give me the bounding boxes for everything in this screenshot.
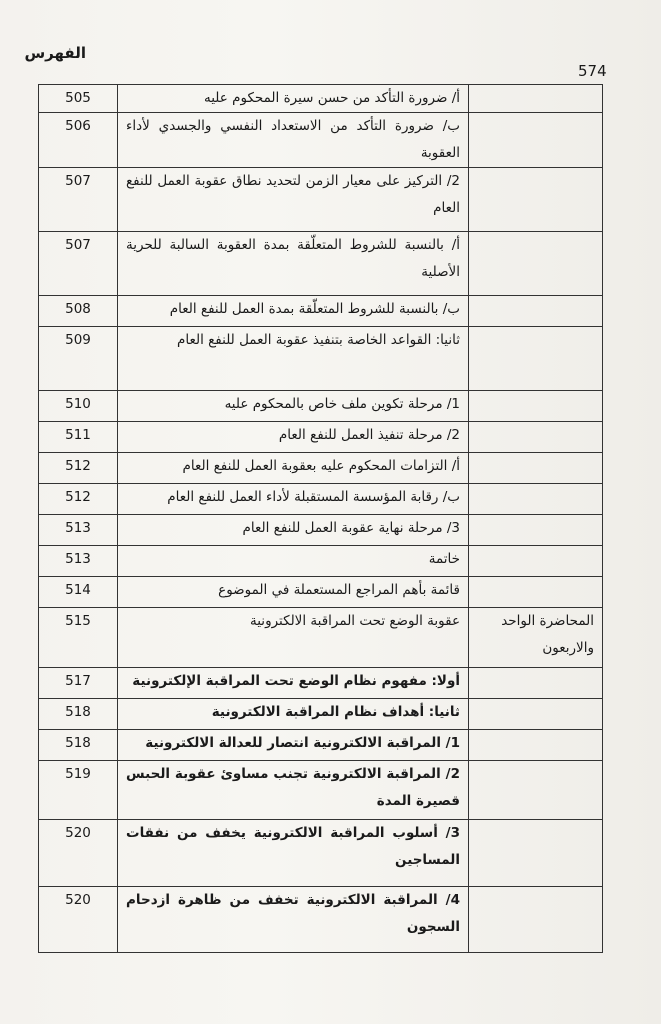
page-cell: 520 xyxy=(39,820,118,887)
table-row xyxy=(39,327,603,391)
page-cell: 510 xyxy=(39,391,118,422)
table-row xyxy=(39,484,603,515)
page-cell: 518 xyxy=(39,699,118,730)
page-cell: 512 xyxy=(39,453,118,484)
section-cell xyxy=(469,546,603,577)
section-cell xyxy=(469,453,603,484)
page-cell: 507 xyxy=(39,168,118,232)
table-row xyxy=(39,113,603,168)
page-cell: 511 xyxy=(39,422,118,453)
page-cell: 514 xyxy=(39,577,118,608)
section-cell xyxy=(469,730,603,761)
page-cell: 513 xyxy=(39,546,118,577)
page-cell: 512 xyxy=(39,484,118,515)
table-row xyxy=(39,577,603,608)
title-cell: عقوبة الوضع تحت المراقبة الالكترونية xyxy=(118,608,469,668)
section-cell xyxy=(469,327,603,391)
title-cell: ب/ بالنسبة للشروط المتعلّقة بمدة العمل للنفع العام xyxy=(118,296,469,327)
table-row xyxy=(39,546,603,577)
page-cell: 507 xyxy=(39,232,118,296)
section-cell: المحاضرة الواحد والاربعون xyxy=(469,608,603,668)
table-row xyxy=(39,232,603,296)
title-cell: أ/ ضرورة التأكد من حسن سيرة المحكوم عليه xyxy=(118,85,469,113)
section-cell xyxy=(469,887,603,953)
table-row xyxy=(39,296,603,327)
page-cell: 505 xyxy=(39,85,118,113)
title-cell: ثانيا: أهداف نظام المراقبة الالكترونية xyxy=(118,699,469,730)
table-of-contents xyxy=(38,84,603,953)
table-row xyxy=(39,453,603,484)
title-cell: خاتمة xyxy=(118,546,469,577)
page-cell: 517 xyxy=(39,668,118,699)
table-row xyxy=(39,515,603,546)
title-cell: 3/ مرحلة نهاية عقوبة العمل للنفع العام xyxy=(118,515,469,546)
title-cell: أ/ التزامات المحكوم عليه بعقوبة العمل للنفع العام xyxy=(118,453,469,484)
title-cell: 1/ المراقبة الالكترونية انتصار للعدالة الالكترونية xyxy=(118,730,469,761)
table-row xyxy=(39,699,603,730)
title-cell: 3/ أسلوب المراقبة الالكترونية يخفف من نفقات المساجين xyxy=(118,820,469,887)
section-cell xyxy=(469,85,603,113)
section-cell xyxy=(469,232,603,296)
section-cell xyxy=(469,113,603,168)
table-row xyxy=(39,608,603,668)
title-cell: قائمة بأهم المراجع المستعملة في الموضوع xyxy=(118,577,469,608)
table-row xyxy=(39,820,603,887)
page-cell: 506 xyxy=(39,113,118,168)
table-row xyxy=(39,761,603,820)
section-cell xyxy=(469,168,603,232)
section-cell xyxy=(469,484,603,515)
page-cell: 519 xyxy=(39,761,118,820)
section-cell xyxy=(469,422,603,453)
title-cell: 2/ مرحلة تنفيذ العمل للنفع العام xyxy=(118,422,469,453)
table-row xyxy=(39,85,603,113)
section-cell xyxy=(469,296,603,327)
title-cell: 2/ المراقبة الالكترونية تجنب مساوئ عقوبة الحبس قصيرة المدة xyxy=(118,761,469,820)
title-cell: 2/ التركيز على معيار الزمن لتحديد نطاق عقوبة العمل للنفع العام xyxy=(118,168,469,232)
section-cell xyxy=(469,699,603,730)
table-row xyxy=(39,668,603,699)
table-row xyxy=(39,730,603,761)
title-cell: ب/ رقابة المؤسسة المستقبلة لأداء العمل للنفع العام xyxy=(118,484,469,515)
page-cell: 515 xyxy=(39,608,118,668)
title-cell: 4/ المراقبة الالكترونية تخفف من ظاهرة ازدحام السجون xyxy=(118,887,469,953)
title-cell: ب/ ضرورة التأكد من الاستعداد النفسي والجسدي لأداء العقوبة xyxy=(118,113,469,168)
title-cell: أولا: مفهوم نظام الوضع تحت المراقبة الإلكترونية xyxy=(118,668,469,699)
table-row xyxy=(39,391,603,422)
page-number: 574 xyxy=(578,62,607,80)
table-row xyxy=(39,887,603,953)
section-cell xyxy=(469,391,603,422)
page-cell: 518 xyxy=(39,730,118,761)
section-cell xyxy=(469,761,603,820)
title-cell: 1/ مرحلة تكوين ملف خاص بالمحكوم عليه xyxy=(118,391,469,422)
table-row xyxy=(39,168,603,232)
title-cell: ثانيا: القواعد الخاصة بتنفيذ عقوبة العمل للنفع العام xyxy=(118,327,469,391)
page-cell: 508 xyxy=(39,296,118,327)
index-header-title: الفهرس xyxy=(24,44,86,62)
section-cell xyxy=(469,668,603,699)
page-cell: 513 xyxy=(39,515,118,546)
section-cell xyxy=(469,577,603,608)
page-cell: 509 xyxy=(39,327,118,391)
title-cell: أ/ بالنسبة للشروط المتعلّقة بمدة العقوبة السالبة للحرية الأصلية xyxy=(118,232,469,296)
section-cell xyxy=(469,515,603,546)
section-cell xyxy=(469,820,603,887)
table-row xyxy=(39,422,603,453)
page-cell: 520 xyxy=(39,887,118,953)
